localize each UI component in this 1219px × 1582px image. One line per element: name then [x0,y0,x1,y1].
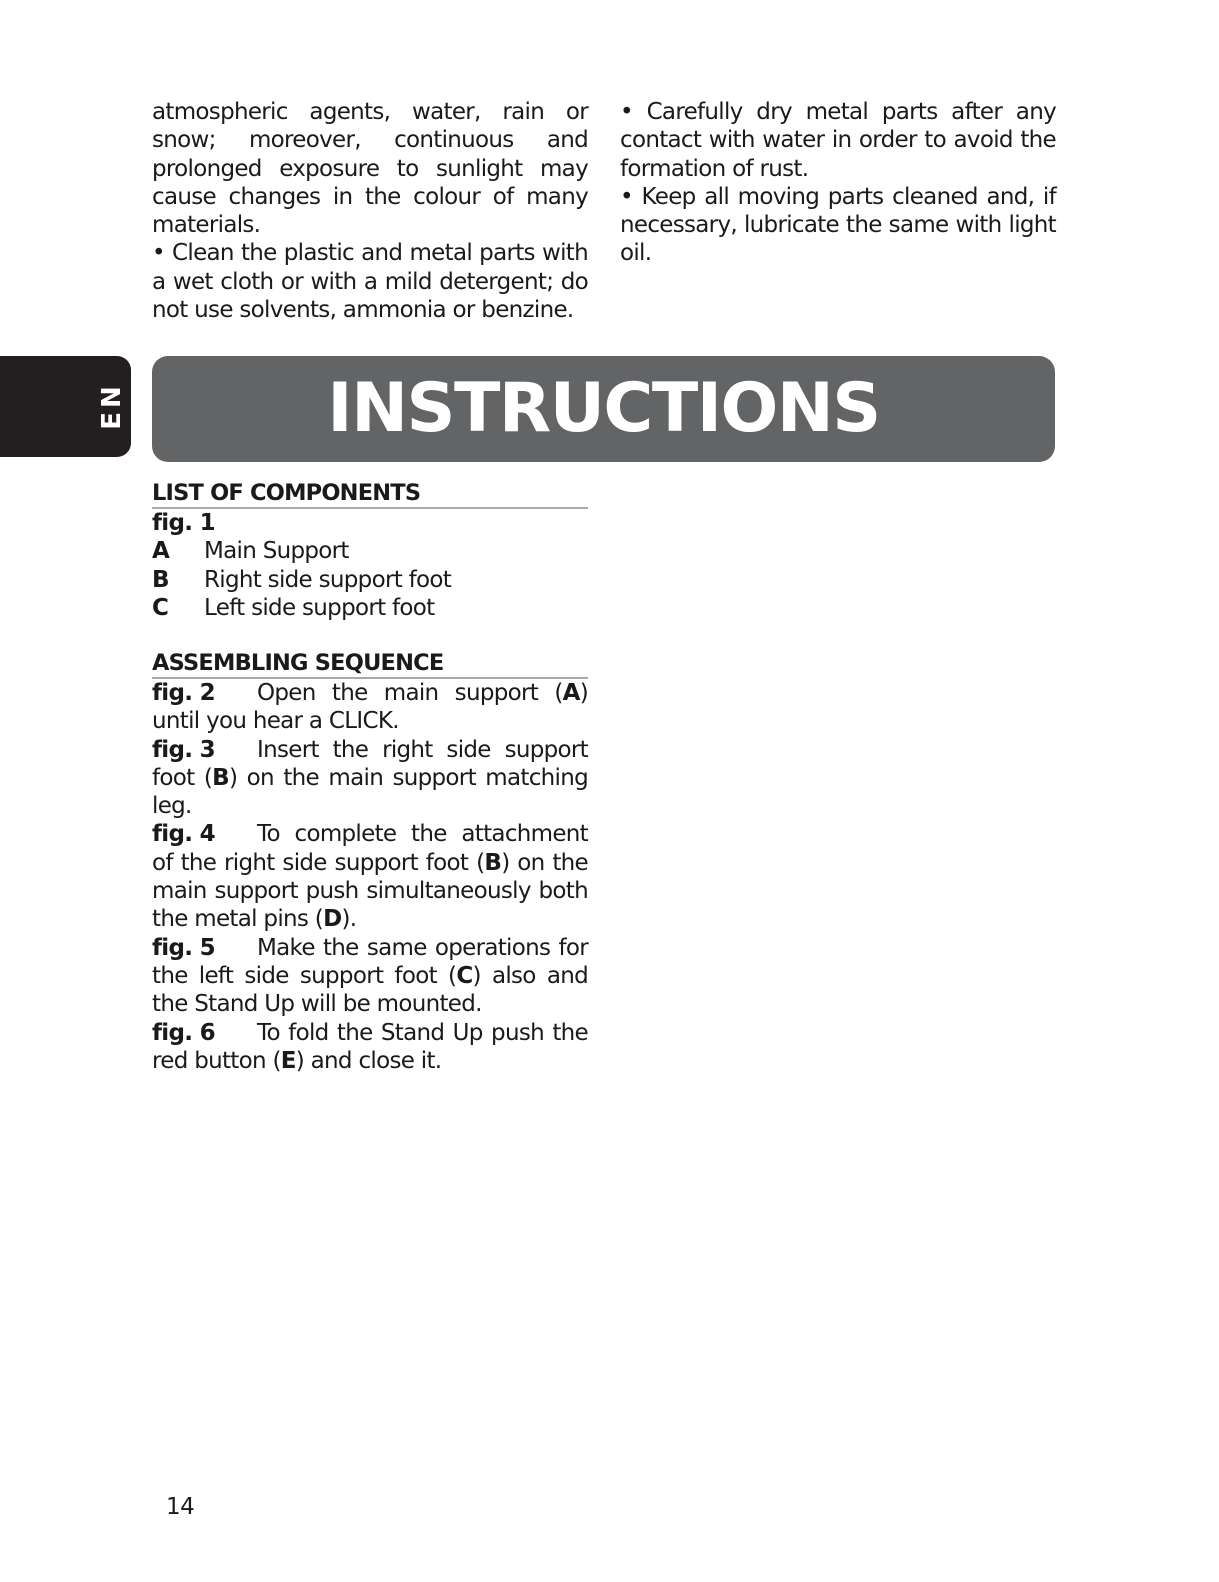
section-title: INSTRUCTIONS [327,369,880,448]
part-letter: B [484,849,502,876]
top-left-column [152,98,588,324]
bullet-paragraph: • Keep all moving parts cleaned and, if necessary, lubricate the same with light oil. [620,183,1056,267]
figure-label: fig. 4 [152,821,215,848]
component-item [152,537,588,565]
assembly-heading: ASSEMBLING SEQUENCE [152,650,588,679]
component-text: Right side support foot [204,566,452,593]
step-text: ). [341,906,357,933]
step-text: ) on the main support push simultaneously both the metal pins ( [152,849,588,933]
assembly-step [152,736,588,821]
page-number: 14 [166,1494,195,1520]
component-text: Left side support foot [204,594,435,621]
component-text: Main Support [204,538,349,565]
part-letter: A [562,680,580,706]
step-text: To fold the Stand Up push the red button ( [152,1019,588,1074]
part-letter: B [212,764,229,791]
component-letter: C [152,594,169,621]
step-text: ) and close it. [295,1047,442,1074]
step-text: ) also and the Stand Up will be mounted. [152,962,589,1018]
figure-label: fig. 5 [152,934,215,961]
step-text: Make the same operations for the left side support foot ( [152,934,588,989]
language-tab [0,356,131,457]
section-banner [152,356,1055,462]
assembly-section [152,650,588,1075]
top-right-column [620,98,1056,268]
step-text: Open the main support ( [257,680,563,706]
assembly-step [152,1019,588,1076]
components-heading: LIST OF COMPONENTS [152,480,588,509]
assembly-step [152,679,588,736]
step-text: To complete the attachment of the right side support foot ( [152,821,588,876]
components-section [152,480,588,622]
bullet-paragraph: • Clean the plastic and metal parts with a wet cloth or with a mild detergent; do not use solvents, ammonia or benzine. [152,240,588,324]
assembly-step [152,820,588,933]
component-item [152,566,588,594]
assembly-step [152,934,588,1019]
bullet-paragraph: • Carefully dry metal parts after any contact with water in order to avoid the formation of rust. [620,99,1056,182]
figure-label: fig. 1 [152,510,215,536]
figure-label: fig. 6 [152,1019,215,1046]
part-letter: D [323,906,342,933]
component-item [152,594,588,622]
paragraph: atmospheric agents, water, rain or snow; moreover, continuous and prolonged exposure to sunlight may cause changes in the colour of many materials. [152,99,588,239]
step-text: ) on the main support matching leg. [152,764,588,820]
step-text: ) until you hear a CLICK. [152,680,588,735]
figure-label: fig. 3 [152,736,215,763]
component-letter: A [152,538,170,565]
part-letter: C [456,962,473,989]
step-text: Insert the right side support foot ( [152,736,588,791]
figure-label: fig. 2 [152,680,215,706]
language-code: EN [97,382,127,430]
part-letter: E [280,1047,296,1074]
component-letter: B [152,566,169,593]
